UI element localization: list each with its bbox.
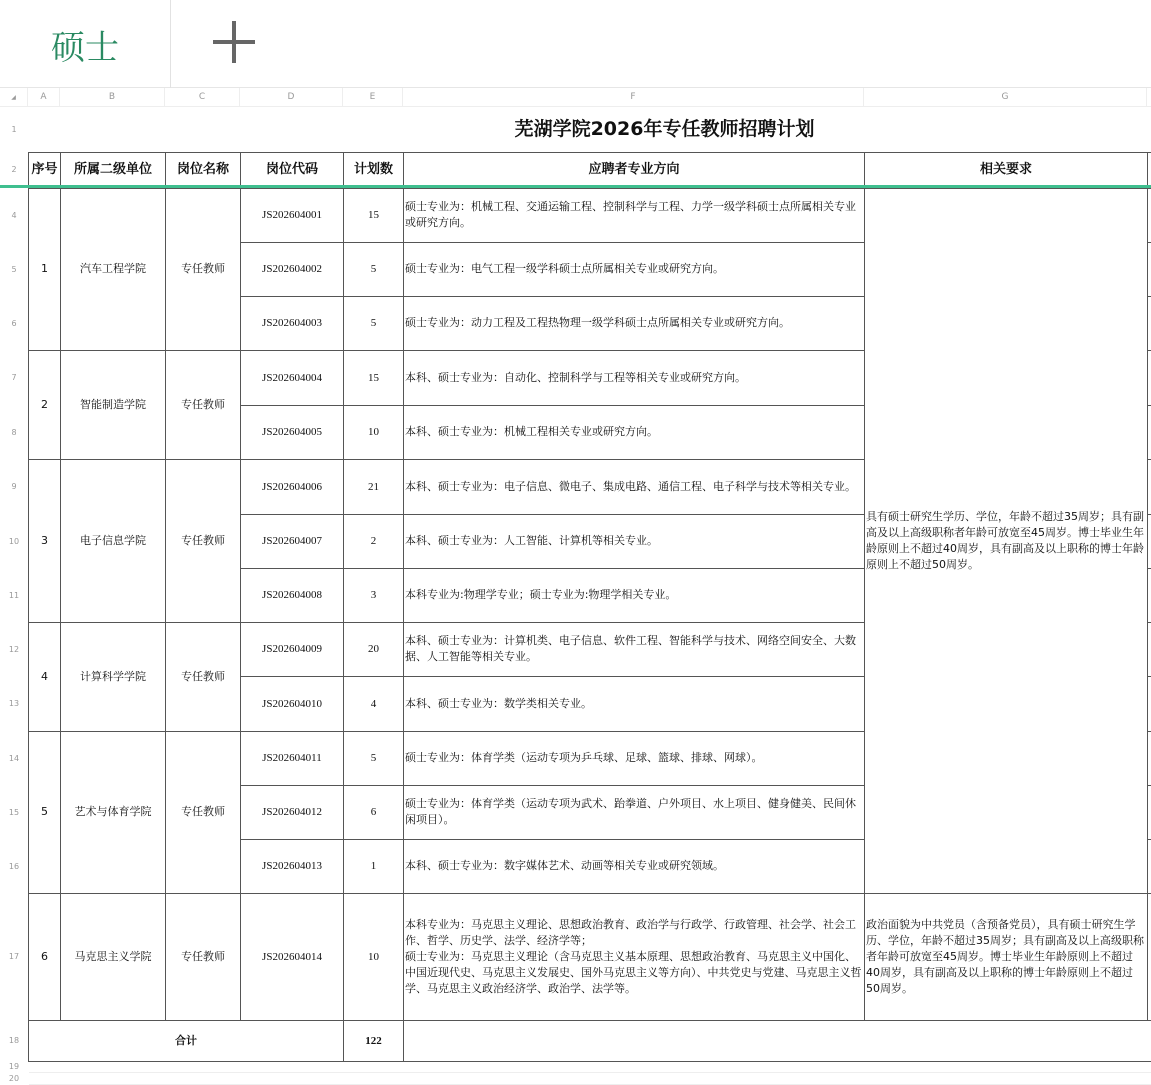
row-header[interactable]: 8 [0, 405, 28, 459]
column-header[interactable]: E [343, 88, 403, 107]
cell[interactable] [1148, 839, 1151, 893]
count-cell[interactable]: 1 [344, 839, 404, 893]
seq-cell[interactable]: 2 [29, 350, 61, 459]
header-cell[interactable]: 应聘者专业方向 [404, 152, 865, 188]
cell[interactable] [1148, 514, 1151, 568]
sheet-tab-active[interactable]: 硕士 [0, 0, 171, 88]
unit-cell[interactable]: 马克思主义学院 [61, 893, 166, 1020]
row-header[interactable]: 5 [0, 242, 28, 296]
code-cell[interactable]: JS202604005 [241, 405, 344, 459]
row-header[interactable]: 14 [0, 731, 28, 785]
row-header[interactable]: 15 [0, 785, 28, 839]
column-header[interactable]: A [28, 88, 60, 107]
major-cell[interactable]: 硕士专业为：机械工程、交通运输工程、控制科学与工程、力学一级学科硕士点所属相关专业或研究方向。 [404, 188, 865, 242]
code-cell[interactable]: JS202604008 [241, 568, 344, 622]
major-cell[interactable]: 本科、硕士专业为：人工智能、计算机等相关专业。 [404, 514, 865, 568]
major-cell[interactable]: 本科、硕士专业为：自动化、控制科学与工程等相关专业或研究方向。 [404, 350, 865, 405]
unit-cell[interactable]: 计算科学学院 [61, 622, 166, 731]
plus-icon[interactable] [213, 21, 255, 63]
count-cell[interactable]: 15 [344, 350, 404, 405]
header-cell[interactable]: 岗位代码 [241, 152, 344, 188]
total-count[interactable]: 122 [344, 1020, 404, 1061]
post-cell[interactable]: 专任教师 [166, 350, 241, 459]
post-cell[interactable]: 专任教师 [166, 731, 241, 893]
total-label[interactable]: 合计 [29, 1020, 344, 1061]
cell[interactable] [1148, 676, 1151, 731]
header-cell[interactable]: 相关要求 [865, 152, 1148, 188]
cell[interactable] [1148, 622, 1151, 676]
cell[interactable] [1148, 731, 1151, 785]
row-header[interactable]: 18 [0, 1020, 28, 1061]
header-cell[interactable]: 序号 [29, 152, 61, 188]
major-cell[interactable]: 本科专业为：马克思主义理论、思想政治教育、政治学与行政学、行政管理、社会学、社会工作、哲学、历史学、法学、经济学等； 硕士专业为：马克思主义理论（含马克思主义基本原理、思想政治教育、马克思主义中国化、中国近现代史、马克思主义发展史、国外马克思主义等方向）、中共党史与党建、马克思主义哲学、马克思主义政治经济学、政治学、法学等。 [404, 893, 865, 1020]
column-header[interactable]: G [864, 88, 1147, 107]
code-cell[interactable]: JS202604010 [241, 676, 344, 731]
row-header[interactable]: 16 [0, 839, 28, 893]
post-cell[interactable]: 专任教师 [166, 893, 241, 1020]
post-cell[interactable]: 专任教师 [166, 188, 241, 350]
post-cell[interactable]: 专任教师 [166, 622, 241, 731]
cell[interactable] [1148, 350, 1151, 405]
count-cell[interactable]: 6 [344, 785, 404, 839]
row-header[interactable]: 17 [0, 893, 28, 1020]
table-row [29, 893, 1151, 1020]
code-cell[interactable]: JS202604006 [241, 459, 344, 514]
column-headers [0, 88, 1151, 107]
row-header[interactable]: 20 [0, 1072, 28, 1084]
post-cell[interactable]: 专任教师 [166, 459, 241, 622]
row-header[interactable]: 1 [0, 107, 28, 152]
row-header[interactable]: 9 [0, 459, 28, 514]
code-cell[interactable]: JS202604002 [241, 242, 344, 296]
seq-cell[interactable]: 4 [29, 622, 61, 731]
code-cell[interactable]: JS202604004 [241, 350, 344, 405]
major-cell[interactable]: 本科专业为:物理学专业；硕士专业为:物理学相关专业。 [404, 568, 865, 622]
cell[interactable] [29, 1061, 1151, 1072]
code-cell[interactable]: JS202604007 [241, 514, 344, 568]
row-header[interactable]: 11 [0, 568, 28, 622]
row-header[interactable]: 7 [0, 350, 28, 405]
header-cell[interactable]: 所属二级单位 [61, 152, 166, 188]
cell[interactable] [1148, 296, 1151, 350]
count-cell[interactable]: 2 [344, 514, 404, 568]
major-cell[interactable]: 本科、硕士专业为：数学类相关专业。 [404, 676, 865, 731]
major-cell[interactable]: 硕士专业为：体育学类（运动专项为武术、跆拳道、户外项目、水上项目、健身健美、民间休闲项目）。 [404, 785, 865, 839]
count-cell[interactable]: 10 [344, 893, 404, 1020]
major-cell[interactable]: 本科、硕士专业为：数字媒体艺术、动画等相关专业或研究领域。 [404, 839, 865, 893]
cell[interactable] [404, 1020, 1151, 1061]
major-cell[interactable]: 本科、硕士专业为：电子信息、微电子、集成电路、通信工程、电子科学与技术等相关专业。 [404, 459, 865, 514]
count-cell[interactable]: 5 [344, 242, 404, 296]
header-cell[interactable]: 岗位名称 [166, 152, 241, 188]
major-cell[interactable]: 硕士专业为：电气工程一级学科硕士点所属相关专业或研究方向。 [404, 242, 865, 296]
count-cell[interactable]: 4 [344, 676, 404, 731]
column-header[interactable]: B [60, 88, 165, 107]
code-cell[interactable]: JS202604001 [241, 188, 344, 242]
cell[interactable] [29, 1072, 1151, 1084]
unit-cell[interactable]: 艺术与体育学院 [61, 731, 166, 893]
cell[interactable] [1148, 405, 1151, 459]
seq-cell[interactable]: 6 [29, 893, 61, 1020]
code-cell[interactable]: JS202604011 [241, 731, 344, 785]
major-cell[interactable]: 硕士专业为：体育学类（运动专项为乒乓球、足球、篮球、排球、网球）。 [404, 731, 865, 785]
code-cell[interactable]: JS202604014 [241, 893, 344, 1020]
cell[interactable] [1148, 785, 1151, 839]
spreadsheet-grid [28, 107, 1151, 1085]
code-cell[interactable]: JS202604003 [241, 296, 344, 350]
count-cell[interactable]: 3 [344, 568, 404, 622]
header-cell[interactable]: 计划数 [344, 152, 404, 188]
column-header[interactable]: D [240, 88, 343, 107]
row-header[interactable]: 12 [0, 622, 28, 676]
major-cell[interactable]: 本科、硕士专业为：机械工程相关专业或研究方向。 [404, 405, 865, 459]
requirement-cell[interactable]: 具有硕士研究生学历、学位，年龄不超过35周岁；具有副高及以上高级职称者年龄可放宽至45周岁。博士毕业生年龄原则上不超过40周岁，具有副高及以上职称的博士年龄原则上不超过50周岁。 [865, 188, 1148, 893]
cell[interactable] [1148, 242, 1151, 296]
row-header[interactable]: 6 [0, 296, 28, 350]
seq-cell[interactable]: 1 [29, 188, 61, 350]
requirement-cell[interactable]: 政治面貌为中共党员（含预备党员），具有硕士研究生学历、学位，年龄不超过35周岁；具有副高及以上高级职称者年龄可放宽至45周岁。博士毕业生年龄原则上不超过40周岁，具有副高及以上职称的博士年龄原则上不超过50周岁。 [865, 893, 1148, 1020]
count-cell[interactable]: 10 [344, 405, 404, 459]
sheet-tab-bar [0, 0, 1151, 88]
code-cell[interactable]: JS202604009 [241, 622, 344, 676]
cell[interactable] [1148, 188, 1151, 242]
code-cell[interactable]: JS202604013 [241, 839, 344, 893]
count-cell[interactable]: 21 [344, 459, 404, 514]
column-header[interactable]: C [165, 88, 240, 107]
row-header[interactable]: 19 [0, 1061, 28, 1072]
cell[interactable] [1148, 893, 1151, 1020]
code-cell[interactable]: JS202604012 [241, 785, 344, 839]
sheet-title[interactable]: 芜湖学院2026年专任教师招聘计划 [29, 107, 1151, 152]
cell[interactable] [1148, 568, 1151, 622]
cell[interactable] [1148, 152, 1151, 188]
seq-cell[interactable]: 3 [29, 459, 61, 622]
freeze-line [0, 185, 1151, 188]
count-cell[interactable]: 5 [344, 731, 404, 785]
count-cell[interactable]: 15 [344, 188, 404, 242]
row-header[interactable]: 4 [0, 188, 28, 242]
major-cell[interactable]: 硕士专业为：动力工程及工程热物理一级学科硕士点所属相关专业或研究方向。 [404, 296, 865, 350]
row-header[interactable]: 13 [0, 676, 28, 731]
row-header[interactable]: 2 [0, 152, 28, 187]
count-cell[interactable]: 5 [344, 296, 404, 350]
column-header[interactable]: F [403, 88, 864, 107]
unit-cell[interactable]: 智能制造学院 [61, 350, 166, 459]
row-header[interactable]: 10 [0, 514, 28, 568]
table-row [29, 188, 1151, 242]
major-cell[interactable]: 本科、硕士专业为：计算机类、电子信息、软件工程、智能科学与技术、网络空间安全、大数据、人工智能等相关专业。 [404, 622, 865, 676]
unit-cell[interactable]: 汽车工程学院 [61, 188, 166, 350]
cell[interactable] [1148, 459, 1151, 514]
seq-cell[interactable]: 5 [29, 731, 61, 893]
count-cell[interactable]: 20 [344, 622, 404, 676]
select-all-corner[interactable]: ◢ [0, 88, 28, 107]
unit-cell[interactable]: 电子信息学院 [61, 459, 166, 622]
